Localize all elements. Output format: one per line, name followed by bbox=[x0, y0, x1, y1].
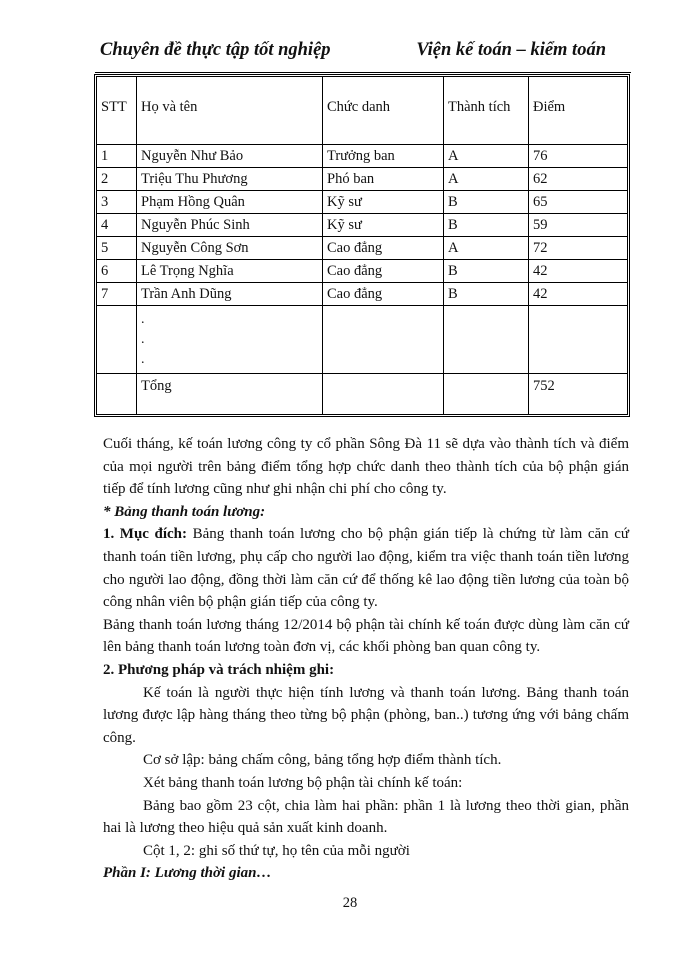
paragraph: Bảng thanh toán lương tháng 12/2014 bộ phận tài chính kế toán được dùng làm căn cứ lên bảng thanh toán lương toàn đơn vị, các khối phòng ban quan công ty. bbox=[103, 616, 629, 656]
header-rule bbox=[95, 72, 631, 73]
table-cell: 4 bbox=[97, 214, 137, 237]
table-cell: 62 bbox=[529, 168, 627, 191]
page-header bbox=[100, 40, 610, 62]
total-value: 752 bbox=[533, 378, 555, 394]
body-text bbox=[103, 433, 629, 885]
total-label: Tổng bbox=[137, 374, 323, 414]
section-heading: Phần I: Lương thời gian… bbox=[103, 865, 272, 882]
score-table-container bbox=[94, 74, 630, 417]
table-cell: 5 bbox=[97, 237, 137, 260]
table-cell: 1 bbox=[97, 145, 137, 168]
header-left-title: Chuyên đề thực tập tốt nghiệp bbox=[100, 40, 331, 60]
table-ellipsis-row bbox=[97, 306, 627, 374]
table-cell: Nguyễn Công Sơn bbox=[137, 237, 323, 260]
table-row bbox=[97, 283, 627, 306]
score-table bbox=[94, 74, 630, 417]
section-heading: 1. Mục đích: bbox=[103, 526, 188, 543]
table-cell: A bbox=[444, 237, 529, 260]
table-cell: Triệu Thu Phương bbox=[137, 168, 323, 191]
table-cell: Cao đẳng bbox=[323, 283, 444, 306]
table-cell: 72 bbox=[529, 237, 627, 260]
paragraph bbox=[103, 523, 629, 613]
table-cell bbox=[444, 306, 529, 374]
table-cell: Kỹ sư bbox=[323, 191, 444, 214]
table-cell bbox=[323, 306, 444, 374]
table-cell: 59 bbox=[529, 214, 627, 237]
section-heading: 2. Phương pháp và trách nhiệm ghi: bbox=[103, 661, 335, 678]
paragraph: Kế toán là người thực hiện tính lương và thanh toán lương. Bảng thanh toán lương được lập hàng tháng theo từng bộ phận (phòng, ban..) tương ứng với bảng chấm công. bbox=[103, 684, 629, 746]
table-cell: A bbox=[444, 145, 529, 168]
table-header-row bbox=[97, 77, 627, 145]
column-header: Thành tích bbox=[444, 77, 529, 145]
table-cell: 65 bbox=[529, 191, 627, 214]
table-cell: A bbox=[444, 168, 529, 191]
ellipsis-dot: . bbox=[141, 312, 145, 327]
column-header: Chức danh bbox=[323, 77, 444, 145]
table-cell bbox=[97, 306, 137, 374]
paragraph-text: Bảng thanh toán lương cho bộ phận gián tiếp là chứng từ làm căn cứ thanh toán tiền lương, phụ cấp cho người lao động, kiểm tra việc thanh toán tiền lương cho người lao động, đồng thời làm căn cứ để thống kê lao động tiền lương của toàn bộ công nhân viên bộ phận gián tiếp của công ty. bbox=[103, 526, 629, 611]
table-cell: 42 bbox=[529, 283, 627, 306]
header-right-title: Viện kế toán – kiểm toán bbox=[416, 40, 606, 60]
table-row bbox=[97, 214, 627, 237]
table-cell: Cao đẳng bbox=[323, 237, 444, 260]
table-cell: B bbox=[444, 260, 529, 283]
table-row bbox=[97, 145, 627, 168]
ellipsis-dot: . bbox=[141, 332, 145, 347]
paragraph: Cuối tháng, kế toán lương công ty cổ phần Sông Đà 11 sẽ dựa vào thành tích và điểm của mọi người trên bảng điểm tổng hợp chức danh theo thành tích của bộ phận gián tiếp để tính lương cũng như ghi nhận chi phí cho công ty. bbox=[103, 436, 629, 498]
table-cell: Kỹ sư bbox=[323, 214, 444, 237]
table-cell: Nguyễn Như Bảo bbox=[137, 145, 323, 168]
table-row bbox=[97, 260, 627, 283]
table-cell: Phạm Hồng Quân bbox=[137, 191, 323, 214]
paragraph: Cơ sở lập: bảng chấm công, bảng tổng hợp điểm thành tích. bbox=[143, 752, 502, 769]
table-cell: B bbox=[444, 214, 529, 237]
table-cell: Nguyễn Phúc Sinh bbox=[137, 214, 323, 237]
table-cell: B bbox=[444, 283, 529, 306]
paragraph: Bảng bao gồm 23 cột, chia làm hai phần: phần 1 là lương theo thời gian, phần hai là lương theo hiệu quả sản xuất kinh doanh. bbox=[103, 797, 629, 837]
column-header: STT bbox=[97, 77, 137, 145]
paragraph: Cột 1, 2: ghi số thứ tự, họ tên của mỗi người bbox=[143, 842, 410, 859]
table-cell: Cao đẳng bbox=[323, 260, 444, 283]
table-row bbox=[97, 168, 627, 191]
table-cell: 3 bbox=[97, 191, 137, 214]
table-total-row bbox=[97, 374, 627, 414]
table-cell: 7 bbox=[97, 283, 137, 306]
table-cell bbox=[323, 374, 444, 414]
table-cell bbox=[529, 306, 627, 374]
table-cell: Phó ban bbox=[323, 168, 444, 191]
table-cell bbox=[444, 374, 529, 414]
column-header: Điểm bbox=[529, 77, 627, 145]
table-cell: 76 bbox=[529, 145, 627, 168]
ellipsis-dot: . bbox=[141, 352, 145, 367]
column-header: Họ và tên bbox=[137, 77, 323, 145]
page-number: 28 bbox=[342, 895, 358, 911]
table-cell: 6 bbox=[97, 260, 137, 283]
table-cell: Lê Trọng Nghĩa bbox=[137, 260, 323, 283]
table-cell: 2 bbox=[97, 168, 137, 191]
table-cell: Trần Anh Dũng bbox=[137, 283, 323, 306]
table-row bbox=[97, 237, 627, 260]
table-cell: Trưởng ban bbox=[323, 145, 444, 168]
table-cell bbox=[137, 306, 323, 374]
table-cell: 42 bbox=[529, 260, 627, 283]
table-row bbox=[97, 191, 627, 214]
table-cell: B bbox=[444, 191, 529, 214]
table-cell bbox=[97, 374, 137, 414]
section-heading: * Bảng thanh toán lương: bbox=[103, 503, 266, 520]
paragraph: Xét bảng thanh toán lương bộ phận tài chính kế toán: bbox=[143, 774, 463, 791]
